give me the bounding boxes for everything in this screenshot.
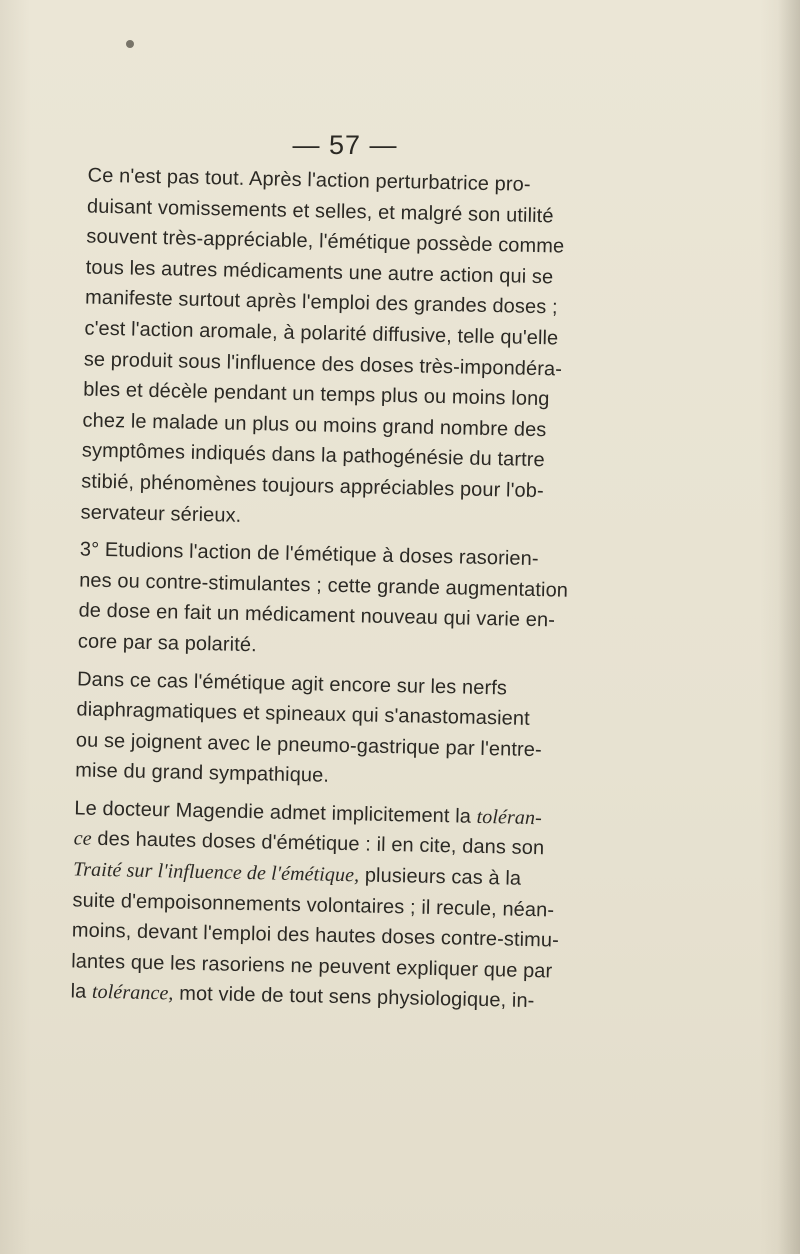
text-run: Le docteur Magendie admet implicitement la <box>74 797 477 828</box>
text-line: symptômes indiqués dans la pathogénésie du tartre <box>81 439 546 472</box>
text-line: suite d'empoisonnements volontaires ; il recule, néan- <box>72 889 555 922</box>
page-edge-shadow <box>778 0 800 1254</box>
text-line: nes ou contre-stimulantes ; cette grande augmentation <box>78 569 569 602</box>
text-line: Dans ce cas l'émétique agit encore sur les nerfs <box>76 667 508 699</box>
body-text <box>44 160 632 1019</box>
text-run: la <box>70 980 93 1004</box>
text-line: duisant vomissements et selles, et malgré son utilité <box>86 195 554 227</box>
text-line: ou se joignent avec le pneumo-gastrique par l'entre- <box>75 729 542 761</box>
book-title-italic: Traité sur l'influence de l'émétique, <box>72 858 360 887</box>
text-line: c'est l'action aromale, à polarité diffusive, telle qu'elle <box>84 317 559 350</box>
text-line: core par sa polarité. <box>77 630 257 657</box>
page-number: — 57 — <box>292 130 398 160</box>
text-line: de dose en fait un médicament nouveau qui varie en- <box>78 599 556 632</box>
paragraph-3 <box>49 663 621 797</box>
text-line: se produit sous l'influence des doses très-impondéra- <box>83 348 563 381</box>
paragraph-1 <box>54 160 632 539</box>
text-run: plusieurs cas à la <box>358 864 522 890</box>
italic-term: tolérance, <box>91 981 174 1005</box>
italic-term: ce <box>73 827 92 851</box>
ink-speck <box>126 40 134 48</box>
paragraph-4 <box>44 793 618 1019</box>
text-run: mot vide de tout sens physiologique, in- <box>173 982 535 1013</box>
text-line: diaphragmatiques et spineaux qui s'anastomasient <box>76 698 530 731</box>
text-run: des hautes doses d'émétique : il en cite, dans son <box>91 828 545 860</box>
text-line: bles et décèle pendant un temps plus ou moins long <box>82 378 550 411</box>
italic-term: toléran- <box>476 805 543 830</box>
text-line: moins, devant l'emploi des hautes doses contre-stimu- <box>71 919 560 952</box>
paragraph-2 <box>52 534 624 668</box>
text-line: tous les autres médicaments une autre action qui se <box>85 256 554 289</box>
text-line: lantes que les rasoriens ne peuvent expliquer que par <box>70 950 553 983</box>
text-line: chez le malade un plus ou moins grand nombre des <box>82 409 547 441</box>
text-line: stibié, phénomènes toujours appréciables pour l'ob- <box>81 470 544 503</box>
text-line: manifeste surtout après l'emploi des grandes doses ; <box>84 286 558 319</box>
text-line: servateur sérieux. <box>80 501 242 527</box>
text-line: mise du grand sympathique. <box>74 759 330 788</box>
text-line: Ce n'est pas tout. Après l'action perturbatrice pro- <box>87 164 531 196</box>
text-line: 3° Etudions l'action de l'émétique à doses rasorien- <box>79 538 539 571</box>
text-line: souvent très-appréciable, l'émétique possède comme <box>86 225 565 258</box>
